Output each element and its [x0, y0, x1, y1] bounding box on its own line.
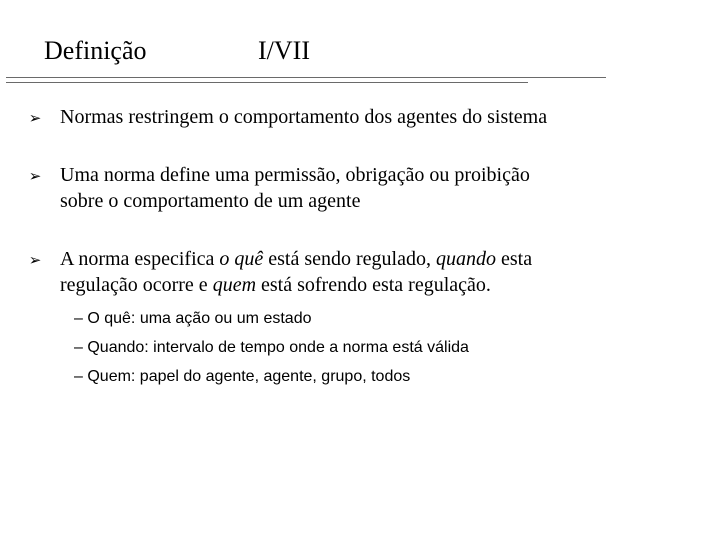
- text-segment: está sofrendo esta regulação.: [256, 274, 491, 296]
- bullet-text-line: [60, 272, 680, 298]
- bullet-item: [0, 246, 680, 391]
- arrowhead-icon: ➢: [28, 251, 42, 269]
- text-segment: regulação ocorre e: [60, 274, 213, 296]
- bullet-item: [0, 162, 680, 214]
- bullet-item: [0, 104, 680, 130]
- slide-number: I/VII: [258, 36, 310, 65]
- header-rule-bottom: [6, 82, 528, 83]
- bullet-text-line: [60, 246, 680, 272]
- sub-bullet-what: – O quê: uma ação ou um estado: [74, 310, 312, 327]
- emphasis-what: o quê: [219, 248, 264, 270]
- bullet-list: [0, 104, 720, 391]
- slide-title: Definição: [44, 36, 147, 65]
- bullet-text: Normas restringem o comportamento dos agentes do sistema: [60, 106, 548, 128]
- arrowhead-icon: ➢: [28, 167, 42, 185]
- emphasis-who: quem: [212, 274, 257, 296]
- text-segment: esta: [496, 248, 533, 270]
- sub-bullet-who: – Quem: papel do agente, agente, grupo, todos: [74, 368, 411, 385]
- text-segment: A norma especifica: [60, 248, 220, 270]
- bullet-text-line: Uma norma define uma permissão, obrigação ou proibição: [60, 164, 530, 186]
- sub-bullet-when: – Quando: intervalo de tempo onde a norma está válida: [74, 339, 469, 356]
- header-rule-top: [6, 77, 606, 78]
- emphasis-when: quando: [436, 248, 496, 270]
- bullet-text-line: sobre o comportamento de um agente: [60, 190, 361, 212]
- sub-bullet-list: [60, 304, 680, 391]
- arrowhead-icon: ➢: [28, 109, 42, 127]
- text-segment: está sendo regulado,: [263, 248, 436, 270]
